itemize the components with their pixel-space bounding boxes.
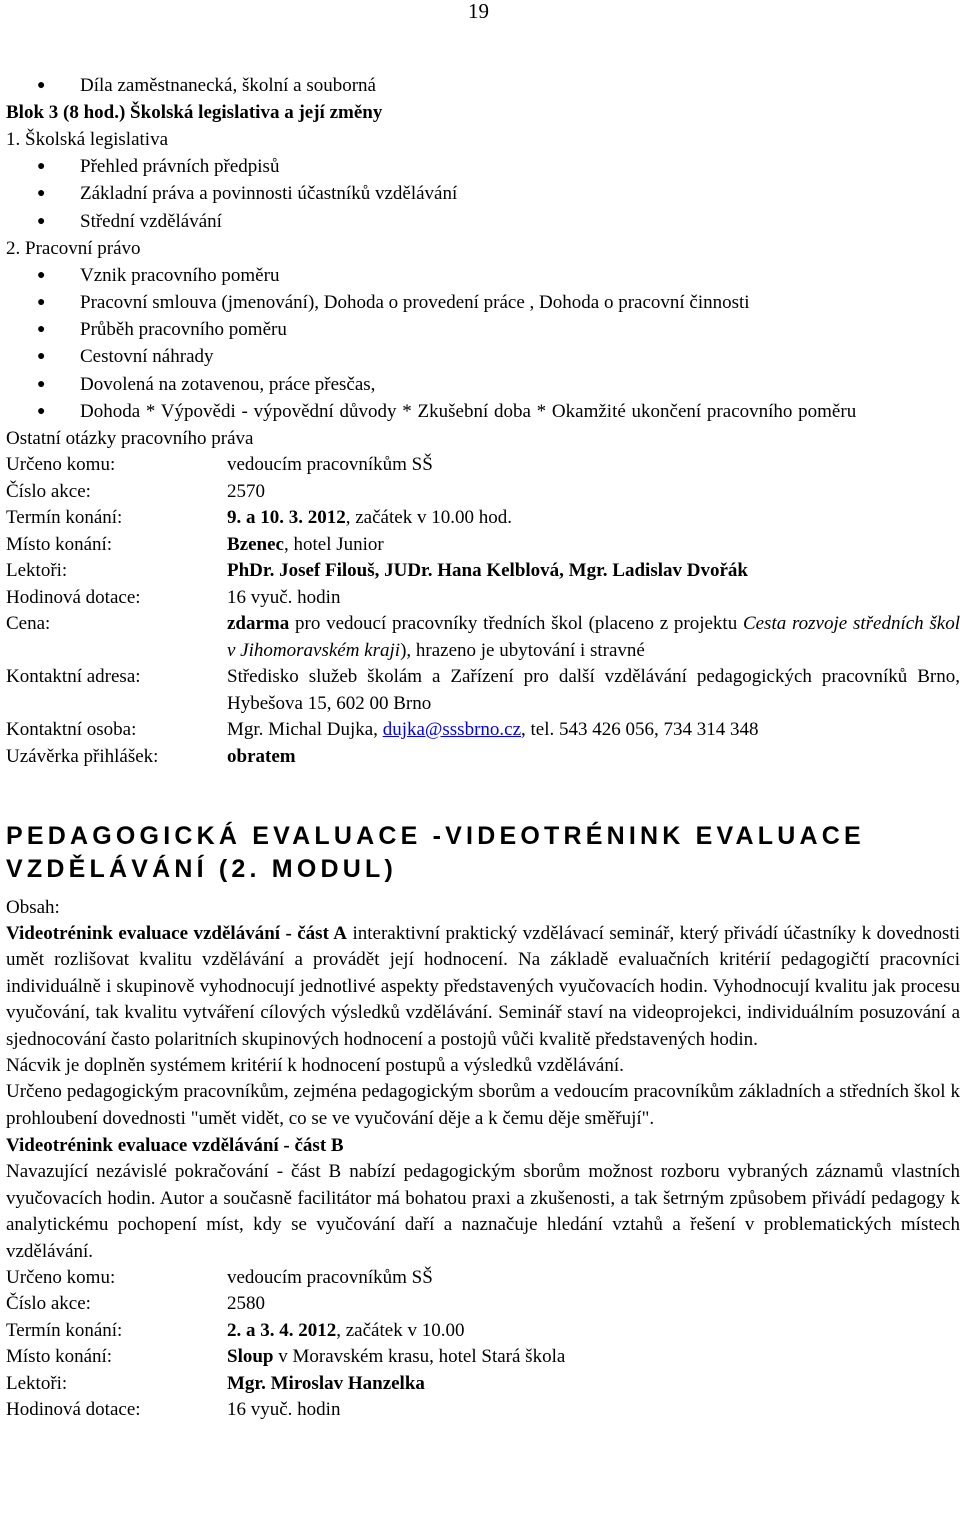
info-label: Místo konání:: [6, 533, 113, 555]
obsah-label: Obsah:: [6, 897, 60, 919]
block-title: Blok 3 (8 hod.) Školská legislativa a její změny: [6, 102, 383, 124]
info-label: Uzávěrka přihlášek:: [6, 745, 159, 767]
info-label: Kontaktní adresa:: [6, 666, 141, 688]
event-info-table-2: [6, 1265, 960, 1424]
info-row-termin: [6, 505, 960, 532]
info-row-dotace: [6, 1397, 960, 1424]
info-label: Termín konání:: [6, 1319, 123, 1341]
bullet-icon: ●: [37, 267, 46, 283]
list-item: ● Cestovní náhrady: [6, 343, 960, 370]
list-item: ● Střední vzdělávání: [6, 208, 960, 235]
section-1-title: 1. Školská legislativa: [6, 129, 169, 151]
section-1-list: [6, 153, 960, 235]
bullet-icon: ●: [37, 403, 46, 419]
info-row-termin: [6, 1318, 960, 1345]
list-item: ● Pracovní smlouva (jmenování), Dohoda o provedení práce , Dohoda o pracovní činnosti: [6, 289, 960, 316]
info-row-urceno: [6, 452, 960, 479]
list-item: ● Vznik pracovního poměru: [6, 262, 960, 289]
info-value: vedoucím pracovníkům SŠ: [227, 1266, 433, 1288]
info-label: Místo konání:: [6, 1346, 113, 1368]
section-heading: PEDAGOGICKÁ EVALUACE -VIDEOTRÉNINK EVALUACE VZDĚLÁVÁNÍ (2. MODUL): [6, 822, 865, 884]
info-value: 2570: [227, 480, 265, 502]
list-item: ● Přehled právních předpisů: [6, 153, 960, 180]
info-label: Kontaktní osoba:: [6, 719, 137, 741]
info-row-misto: [6, 532, 960, 559]
info-row-urceno: [6, 1265, 960, 1292]
info-row-lektori: [6, 1371, 960, 1398]
info-row-cislo: [6, 479, 960, 506]
bullet-icon: ●: [37, 376, 46, 392]
info-label: Číslo akce:: [6, 480, 91, 502]
info-label: Lektoři:: [6, 560, 68, 582]
list-item: ● Díla zaměstnanecká, školní a souborná: [6, 72, 960, 99]
list-item: ● Dovolená na zotavenou, práce přesčas,: [6, 371, 960, 398]
info-value: Středisko služeb školám a Zařízení pro další vzdělávání pedagogických pracovníků Brno, Hybešova 15, 602 00 Brno: [227, 666, 960, 714]
info-label: Cena:: [6, 613, 51, 635]
list-item: ● Průběh pracovního poměru: [6, 316, 960, 343]
bullet-icon: ●: [37, 322, 46, 338]
bullet-icon: ●: [37, 295, 46, 311]
info-label: Hodinová dotace:: [6, 586, 141, 608]
info-label: Termín konání:: [6, 507, 123, 529]
part-b-title: Videotrénink evaluace vzdělávání - část B: [6, 1135, 344, 1157]
page-number: 19: [468, 0, 489, 23]
top-bullet-list: [6, 72, 960, 99]
part-b-paragraph: Navazující nezávislé pokračování - část B nabízí pedagogickým sborům možnost rozboru vybraných záznamů vlastních vyučovacích hodin. Autor a současně facilitátor má bohatou praxi a zkušenosti, a tak šetrným způsobem přivádí pedagogy k analytickému pochopení míst, kdy se vyučování daří a naznačuje hledání vztahů a řešení v problematických místech vzdělávání.: [6, 1161, 960, 1262]
info-value: Sloup v Moravském krasu, hotel Stará škola: [227, 1346, 566, 1368]
other-questions: Ostatní otázky pracovního práva: [6, 428, 254, 450]
bullet-icon: ●: [37, 186, 46, 202]
info-label: Hodinová dotace:: [6, 1399, 141, 1421]
info-value: vedoucím pracovníkům SŠ: [227, 454, 433, 476]
info-value: 2. a 3. 4. 2012, začátek v 10.00: [227, 1319, 465, 1341]
info-label: Číslo akce:: [6, 1293, 91, 1315]
info-value: 16 vyuč. hodin: [227, 586, 341, 608]
info-label: Lektoři:: [6, 1372, 68, 1394]
info-row-cislo: [6, 1291, 960, 1318]
info-row-cena: [6, 611, 960, 664]
info-value: zdarma pro vedoucí pracovníky tředních škol (placeno z projektu Cesta rozvoje středních škol v Jihomoravském kraji), hrazeno je ubytování i stravné: [227, 613, 960, 661]
info-label: Určeno komu:: [6, 1266, 116, 1288]
info-row-dotace: [6, 585, 960, 612]
info-value: Bzenec, hotel Junior: [227, 533, 384, 555]
part-a-paragraph-3: Určeno pedagogickým pracovníkům, zejména pedagogickým sborům a vedoucím pracovníkům základních a středních škol k prohloubení dovednosti "umět vidět, co se ve vyučování děje a k čemu děje směřují".: [6, 1081, 960, 1129]
part-a-paragraph-2: Nácvik je doplněn systémem kritérií k hodnocení postupů a výsledků vzdělávání.: [6, 1055, 624, 1077]
info-value: 2580: [227, 1293, 265, 1315]
info-value: PhDr. Josef Filouš, JUDr. Hana Kelblová, Mgr. Ladislav Dvořák: [227, 560, 748, 582]
info-row-lektori: [6, 558, 960, 585]
document-body: [6, 72, 960, 1424]
section-2-list: [6, 262, 960, 425]
event-info-table-1: [6, 452, 960, 770]
info-value: 16 vyuč. hodin: [227, 1399, 341, 1421]
bullet-icon: ●: [37, 349, 46, 365]
list-item: ● Základní práva a povinnosti účastníků vzdělávání: [6, 180, 960, 207]
email-link[interactable]: dujka@sssbrno.cz: [382, 719, 522, 741]
bullet-icon: ●: [37, 78, 46, 93]
info-row-misto: [6, 1344, 960, 1371]
part-a-paragraph: Videotrénink evaluace vzdělávání - část A interaktivní praktický vzdělávací seminář, který přivádí účastníky k dovednosti umět rozlišovat kvalitu vzdělávání a provádět její hodnocení. Na základě evaluačních kritérií pedagogičtí pracovníci individuálně i skupinově vyhodnocují jednotlivé aspekty představených vyučovacích hodin. Vyhodnocují kvalitu jak procesu vyučování, tak kvalitu vytváření cílových výsledků vzdělávání. Seminář staví na videoprojekci, individuálním posuzování a sjednocování často polaritních skupinových hodnocení a postojů vůči kvalitě představených hodin.: [6, 923, 960, 1050]
info-row-adresa: [6, 664, 960, 717]
info-value: 9. a 10. 3. 2012, začátek v 10.00 hod.: [227, 507, 512, 529]
list-item: ● Dohoda * Výpovědi - výpovědní důvody * Zkušební doba * Okamžité ukončení pracovního poměru: [6, 398, 960, 425]
bullet-icon: ●: [37, 159, 46, 175]
bullet-icon: ●: [37, 213, 46, 229]
info-row-uzaverka: [6, 744, 960, 771]
info-row-osoba: [6, 717, 960, 744]
info-label: Určeno komu:: [6, 454, 116, 476]
info-value: obratem: [227, 745, 296, 767]
info-value: Mgr. Michal Dujka, dujka@sssbrno.cz, tel. 543 426 056, 734 314 348: [227, 719, 759, 741]
info-value: Mgr. Miroslav Hanzelka: [227, 1372, 425, 1394]
section-2-title: 2. Pracovní právo: [6, 237, 141, 259]
